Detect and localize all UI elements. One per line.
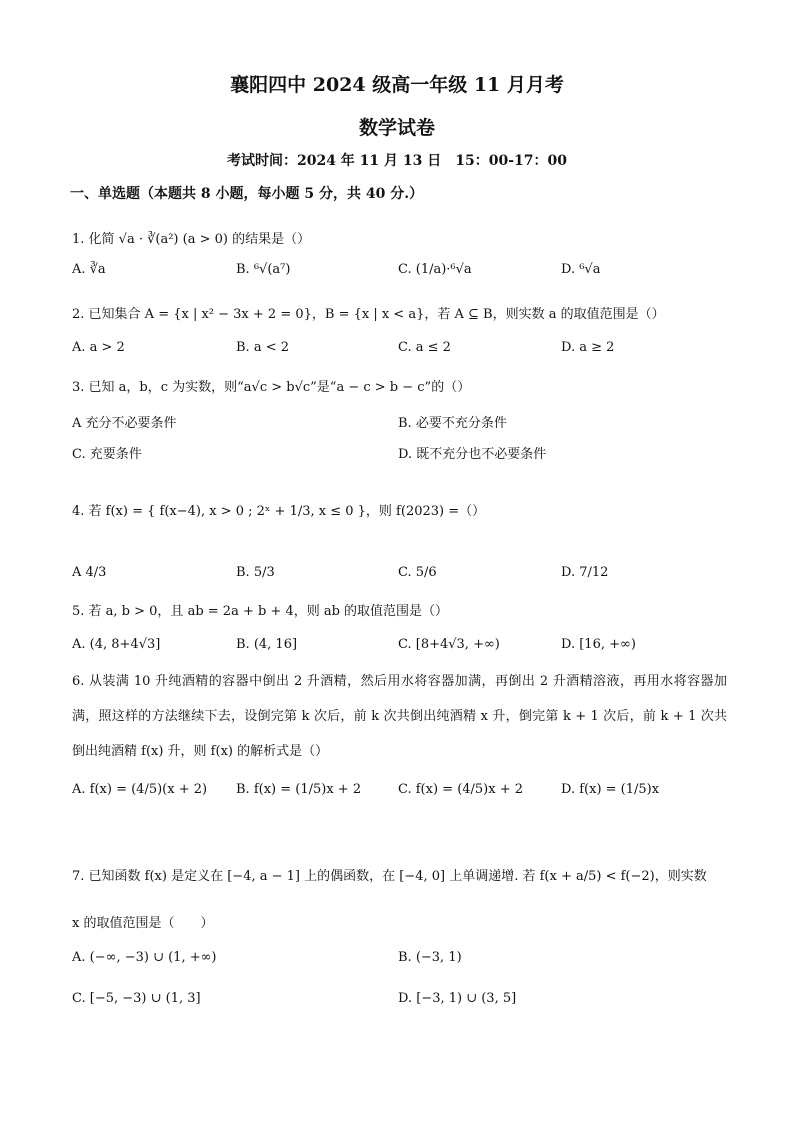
question-4-stem: 4. 若 f(x) = { f(x−4), x > 0 ; 2ˣ + 1/3, x ≤ 0 }，则 f(2023) =（） <box>72 504 486 519</box>
question-3-stem: 3. 已知 a，b，c 为实数，则“a√c > b√c”是“a − c > b − c”的（） <box>72 380 471 395</box>
question-7-option-b: B. (−3, 1) <box>398 950 462 965</box>
question-4-option-c: C. 5/6 <box>398 565 437 580</box>
question-2-option-b: B. a < 2 <box>236 340 289 355</box>
question-3-option-a: A 充分不必要条件 <box>72 416 177 431</box>
question-1-option-b: B. ⁶√(a⁷) <box>236 262 291 277</box>
question-1-option-c: C. (1/a)·⁶√a <box>398 262 472 277</box>
question-3-option-c: C. 充要条件 <box>72 447 142 462</box>
question-6-option-d: D. f(x) = (1/5)x <box>561 782 660 797</box>
question-4-option-b: B. 5/3 <box>236 565 275 580</box>
question-7-option-c: C. [−5, −3) ∪ (1, 3] <box>72 991 201 1006</box>
question-6-option-b: B. f(x) = (1/5)x + 2 <box>236 782 362 797</box>
question-5-option-a: A. (4, 8+4√3] <box>72 637 161 652</box>
question-7-option-a: A. (−∞, −3) ∪ (1, +∞) <box>72 950 217 965</box>
question-4-option-d: D. 7/12 <box>561 565 609 580</box>
section-heading: 一、单选题（本题共 8 小题，每小题 5 分，共 40 分.） <box>70 186 424 202</box>
question-1-stem: 1. 化简 √a · ∛(a²) (a > 0) 的结果是（） <box>72 232 311 247</box>
question-5-option-d: D. [16, +∞) <box>561 637 636 652</box>
question-6-stem: 6. 从装满 10 升纯酒精的容器中倒出 2 升酒精，然后用水将容器加满，再倒出 2 升酒精溶液，再用水将容器加满，照这样的方法继续下去，设倒完第 k 次后，前 k 次共倒出纯酒精 x 升，倒完第 k + 1 次后，前 k + 1 次共倒出纯酒精 f(x) 升，则 f(x) 的解析式是（） <box>72 674 727 759</box>
question-2-option-d: D. a ≥ 2 <box>561 340 615 355</box>
question-7-stem-line-2: x 的取值范围是（ ） <box>72 916 214 931</box>
question-7-option-d: D. [−3, 1) ∪ (3, 5] <box>398 991 517 1006</box>
question-2-option-a: A. a > 2 <box>72 340 125 355</box>
question-5-option-c: C. [8+4√3, +∞) <box>398 637 500 652</box>
question-1-option-d: D. ⁶√a <box>561 262 601 277</box>
question-5-stem: 5. 若 a, b > 0，且 ab = 2a + b + 4，则 ab 的取值范围是（） <box>72 604 449 619</box>
question-5-option-b: B. (4, 16] <box>236 637 298 652</box>
question-3-option-b: B. 必要不充分条件 <box>398 416 507 431</box>
exam-time: 考试时间：2024 年 11 月 13 日 15：00-17：00 <box>226 153 568 169</box>
question-6-option-a: A. f(x) = (4/5)(x + 2) <box>72 782 208 797</box>
question-6-option-c: C. f(x) = (4/5)x + 2 <box>398 782 524 797</box>
question-2-option-c: C. a ≤ 2 <box>398 340 451 355</box>
question-1-option-a: A. ∛a <box>72 262 106 277</box>
question-7-stem-line-1: 7. 已知函数 f(x) 是定义在 [−4, a − 1] 上的偶函数，在 [−4, 0] 上单调递增. 若 f(x + a/5) < f(−2)，则实数 <box>72 869 707 884</box>
question-2-stem: 2. 已知集合 A = {x | x² − 3x + 2 = 0}，B = {x | x < a}，若 A ⊆ B，则实数 a 的取值范围是（） <box>72 307 665 322</box>
question-3-option-d: D. 既不充分也不必要条件 <box>398 447 547 462</box>
exam-subject: 数学试卷 <box>358 117 435 139</box>
question-4-option-a: A 4/3 <box>72 565 107 580</box>
exam-title: 襄阳四中 2024 级高一年级 11 月月考 <box>230 74 564 96</box>
